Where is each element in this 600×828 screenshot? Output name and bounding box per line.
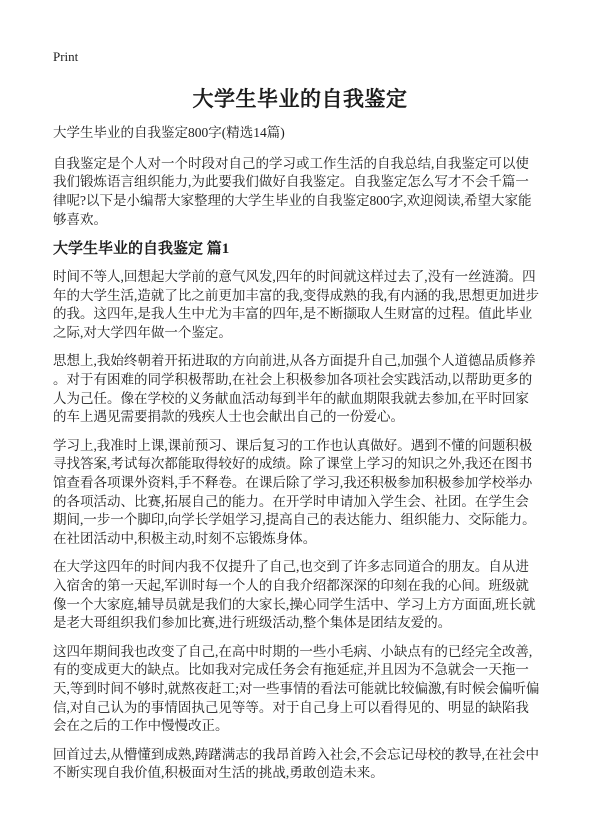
essay-paragraph-5: 这四年期间我也改变了自己,在高中时期的一些小毛病、小缺点有的已经完全改善,有的变成更大的缺点。比如我对完成任务会有拖延症,并且因为不急就会一天拖一天,等到时间不够时,就熬夜赶工;对一些事情的看法可能就比较偏激,有时候会偏听偏信,对自己认为的事情固执己见等等。对于自己身上可以看得见的、明显的缺陷我会在之后的工作中慢慢改正。 [53,643,540,734]
essay-paragraph-1: 时间不等人,回想起大学前的意气风发,四年的时间就这样过去了,没有一丝涟漪。四年的大学生活,造就了比之前更加丰富的我,变得成熟的我,有内涵的我,思想更加进步的我。这四年,是我人生中尤为丰富的四年,是不断撷取人生财富的过程。值此毕业之际,对大学四年做一个鉴定。 [53,269,539,341]
essay-paragraph-4: 在大学这四年的时间内我不仅提升了自己,也交到了许多志同道合的朋友。自从进入宿舍的第一天起,军训时每一个人的自我介绍都深深的印刻在我的心间。班级就像一个大家庭,辅导员就是我们的大家长,操心同学生活中、学习上方方面面,班长就是老大哥组织我们参加比赛,进行班级活动,整个集体是团结友爱的。 [53,559,536,631]
essay-paragraph-3: 学习上,我准时上课,课前预习、课后复习的工作也认真做好。遇到不懂的问题积极寻找答案,考试每次都能取得较好的成绩。除了课堂上学习的知识之外,我还在图书馆查看各项课外资料,手不释卷。在课后除了学习,我还积极参加积极参加学校举办的各项活动、比赛,拓展自己的能力。在开学时申请加入学生会、社团。在学生会期间,一步一个脚印,向学长学姐学习,提高自己的表达能力、组织能力、交际能力。在社团活动中,积极主动,时刻不忘锻炼身体。 [53,437,536,547]
subtitle: 大学生毕业的自我鉴定800字(精选14篇) [53,125,285,140]
print-link[interactable]: Print [53,49,79,64]
page-title: 大学生毕业的自我鉴定 [192,87,408,111]
essay-paragraph-6: 回首过去,从懵懂到成熟,踌躇满志的我昂首跨入社会,不会忘记母校的教导,在社会中不断实现自我价值,积极面对生活的挑战,勇敢创造未来。 [53,746,539,781]
section-heading: 大学生毕业的自我鉴定 篇1 [53,240,230,257]
intro-paragraph: 自我鉴定是个人对一个时段对自己的学习或工作生活的自我总结,自我鉴定可以使我们锻炼语言组织能力,为此要我们做好自我鉴定。自我鉴定怎么写才不会千篇一律呢?以下是小编帮大家整理的大学生毕业的自我鉴定800字,欢迎阅读,希望大家能够喜欢。 [53,155,532,227]
essay-paragraph-2: 思想上,我始终朝着开拓进取的方向前进,从各方面提升自己,加强个人道德品质修养。对于有困难的同学积极帮助,在社会上积极参加各项社会实践活动,以帮助更多的人为己任。像在学校的义务献血活动每到半年的献血期限我就去参加,在平时回家的车上遇见需要捐款的残疾人士也会献出自己的一份爱心。 [53,353,536,425]
